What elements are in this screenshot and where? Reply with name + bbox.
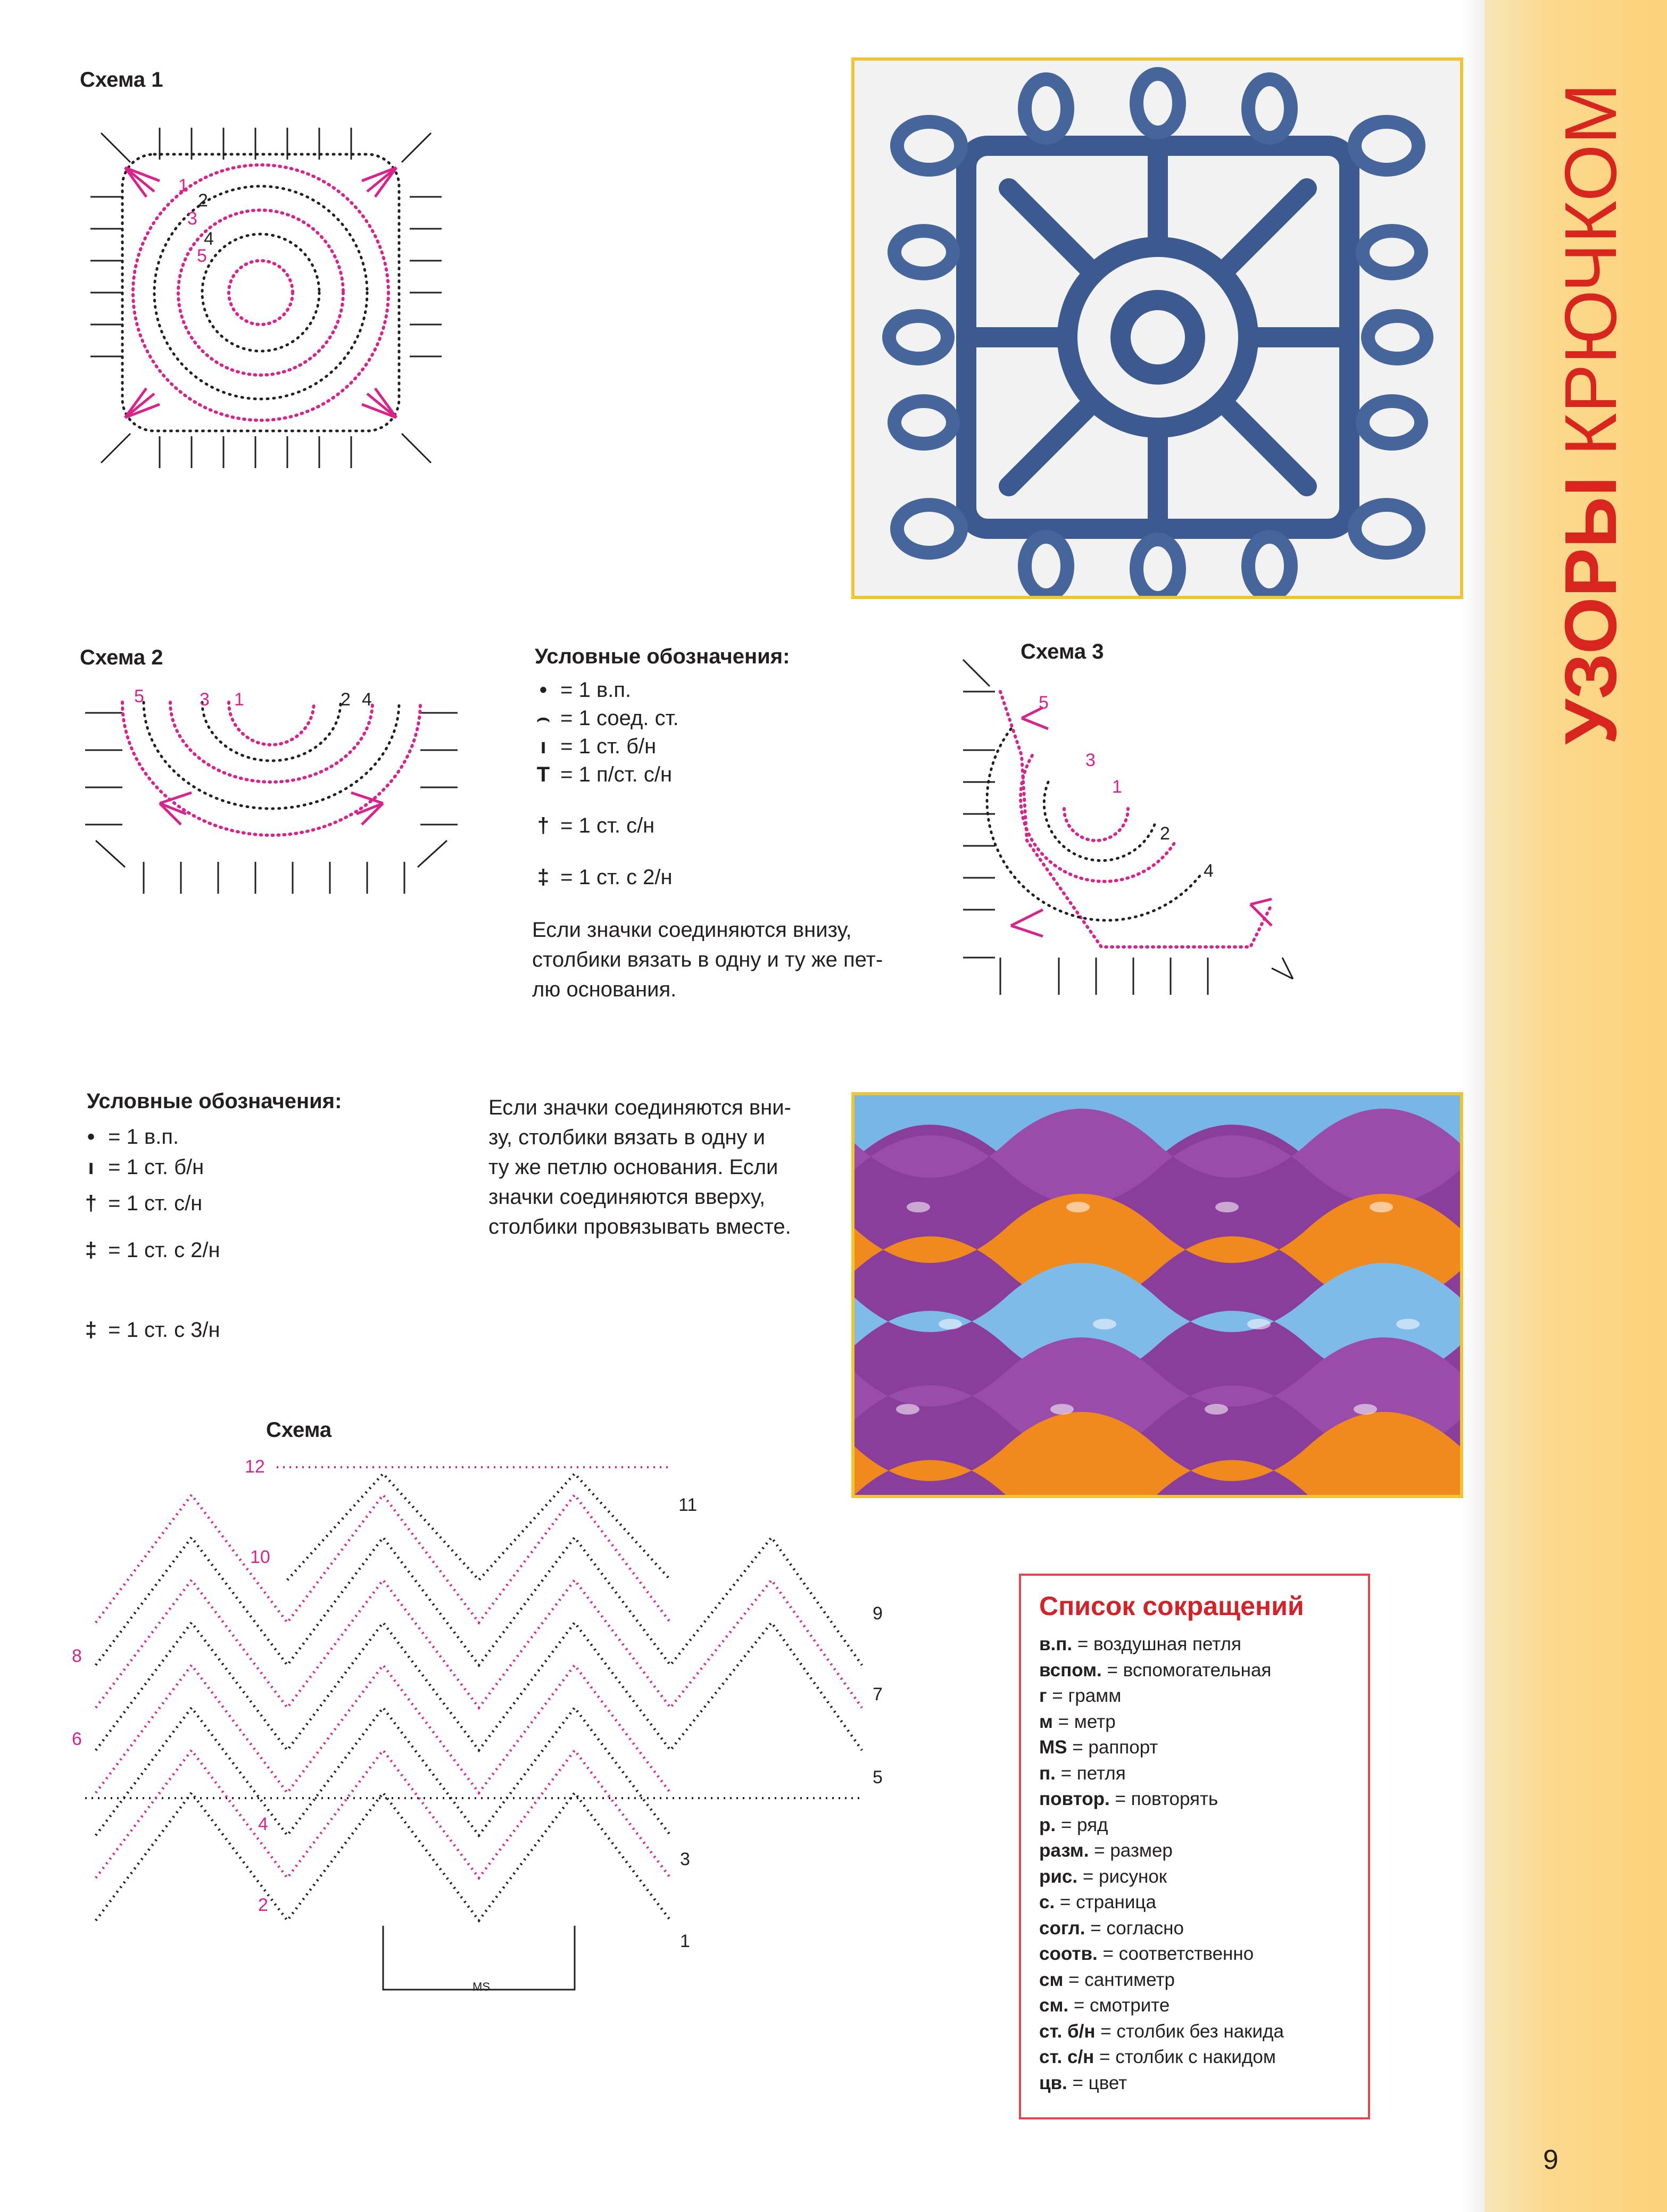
scheme3-row-4: 4 [1204, 861, 1214, 881]
abbreviation-item: согл. = согласно [1039, 1917, 1184, 1939]
abbreviation-item: разм. = размер [1039, 1840, 1173, 1861]
abbreviations-title: Список сокращений [1039, 1591, 1304, 1621]
abbreviations-box [1019, 1574, 1370, 2119]
scheme2-row-5: 5 [134, 686, 144, 706]
wave-row-8: 8 [72, 1646, 82, 1666]
motif-photo [851, 57, 1463, 599]
abbreviation-item: м = метр [1039, 1711, 1116, 1732]
double-treble-symbol: ‡ [85, 1318, 97, 1342]
abbreviation-item: цв. = цвет [1039, 2072, 1127, 2093]
scheme3-diagram [952, 649, 1304, 1000]
scheme3-row-2: 2 [1160, 824, 1170, 844]
legend1-title: Условные обозначения: [535, 645, 790, 668]
abbreviation-item: ст. б/н = столбик без накида [1039, 2020, 1284, 2042]
legend1-item: ı = 1 ст. б/н [532, 735, 656, 759]
treble-crochet-symbol: ‡ [537, 866, 550, 889]
wave-scheme-label: Схема [266, 1418, 332, 1442]
treble-crochet-symbol: ‡ [85, 1238, 97, 1262]
wave-crochet-image [855, 1095, 1460, 1495]
wave-row-7: 7 [873, 1684, 883, 1704]
scheme3-row-5: 5 [1039, 693, 1049, 713]
abbreviation-item: п. = петля [1039, 1762, 1126, 1784]
legend2-item: ı = 1 ст. б/н [80, 1155, 204, 1179]
abbreviations-list [1039, 1632, 1284, 2096]
wave-row-9: 9 [873, 1603, 883, 1624]
single-crochet-symbol: ı [540, 735, 546, 758]
abbreviation-item: в.п. = воздушная петля [1039, 1634, 1241, 1654]
scheme3-row-1: 1 [1112, 777, 1122, 797]
legend1-item: T = 1 п/ст. с/н [532, 763, 672, 787]
scheme2-diagram [80, 686, 463, 899]
abbreviation-item: MS = раппорт [1039, 1737, 1158, 1758]
abbreviation-item: ст. с/н = столбик с накидом [1039, 2047, 1276, 2067]
section-title: УЗОРЫ КРЮЧКОМ [1550, 83, 1632, 745]
scheme1-row-1: 1 [178, 176, 188, 196]
legend2-item: ‡ = 1 ст. с 2/н [80, 1238, 220, 1262]
wave-row-12: 12 [245, 1457, 265, 1477]
wave-photo [851, 1092, 1463, 1498]
abbreviation-item: см. = смотрите [1039, 1995, 1170, 2016]
legend2-item: • = 1 в.п. [80, 1125, 179, 1149]
legend2-title: Условные обозначения: [87, 1090, 342, 1113]
wave-row-11: 11 [678, 1495, 698, 1515]
scheme1-row-3: 3 [187, 209, 197, 229]
page-number: 9 [1543, 2144, 1558, 2175]
legend2-note: Если значки соединяются вни- зу, столбики вязать в одну и ту же петлю основания. Если значки соединяются вверху, столбики провязывать вместе. [488, 1096, 791, 1238]
wave-row-2: 2 [258, 1895, 268, 1915]
scheme3-row-3: 3 [1085, 750, 1096, 770]
legend1-item: † = 1 ст. с/н [532, 814, 654, 838]
scheme3-label: Схема 3 [1021, 640, 1104, 663]
double-crochet-symbol: † [85, 1192, 97, 1215]
wave-row-3: 3 [680, 1849, 690, 1869]
wave-row-6: 6 [72, 1729, 82, 1749]
slip-stitch-symbol: ⌢ [536, 706, 551, 730]
legend1-item: ⌢ = 1 соед. ст. [532, 706, 679, 730]
single-crochet-symbol: ı [88, 1155, 94, 1179]
legend2-item: † = 1 ст. с/н [80, 1192, 202, 1216]
scheme2-row-2: 2 [341, 689, 351, 710]
abbreviation-item: р. = ряд [1039, 1814, 1108, 1835]
scheme1-label: Схема 1 [80, 68, 163, 92]
abbreviation-item: вспом. = вспомогательная [1039, 1659, 1272, 1681]
scheme2-row-4: 4 [362, 689, 372, 710]
half-double-symbol: T [536, 763, 550, 786]
scheme1-row-4: 4 [204, 229, 214, 249]
repeat-label: MS [472, 1980, 490, 1993]
abbreviation-item: повтор. = повторять [1039, 1789, 1218, 1809]
abbreviation-item: с. = страница [1039, 1892, 1156, 1912]
abbreviation-item: г = грамм [1039, 1685, 1122, 1706]
legend1-note: Если значки соединяются внизу, столбики вязать в одну и ту же пет- лю основания. [532, 918, 883, 1001]
wave-scheme-diagram [85, 1452, 894, 2006]
legend1-item: • = 1 в.п. [532, 678, 631, 702]
scheme2-label: Схема 2 [80, 646, 163, 669]
abbreviation-item: см = сантиметр [1039, 1969, 1175, 1990]
abbreviation-item: соотв. = соответственно [1039, 1943, 1254, 1964]
abbreviation-item: рис. = рисунок [1039, 1866, 1167, 1887]
wave-row-10: 10 [250, 1547, 270, 1567]
wave-row-1: 1 [680, 1931, 690, 1951]
scheme1-row-5: 5 [197, 246, 207, 266]
wave-row-5: 5 [873, 1767, 883, 1787]
scheme1-diagram [85, 117, 447, 479]
wave-row-4: 4 [258, 1814, 268, 1834]
crochet-motif-image [855, 61, 1460, 596]
chain-stitch-symbol: • [539, 678, 547, 702]
chain-stitch-symbol: • [87, 1125, 95, 1149]
legend1-item: ‡ = 1 ст. с 2/н [532, 866, 673, 889]
scheme1-row-2: 2 [198, 190, 208, 211]
scheme2-row-3: 3 [200, 689, 210, 710]
scheme2-row-1: 1 [234, 689, 244, 710]
legend2-item: ‡ = 1 ст. с 3/н [80, 1318, 220, 1342]
double-crochet-symbol: † [537, 814, 550, 837]
